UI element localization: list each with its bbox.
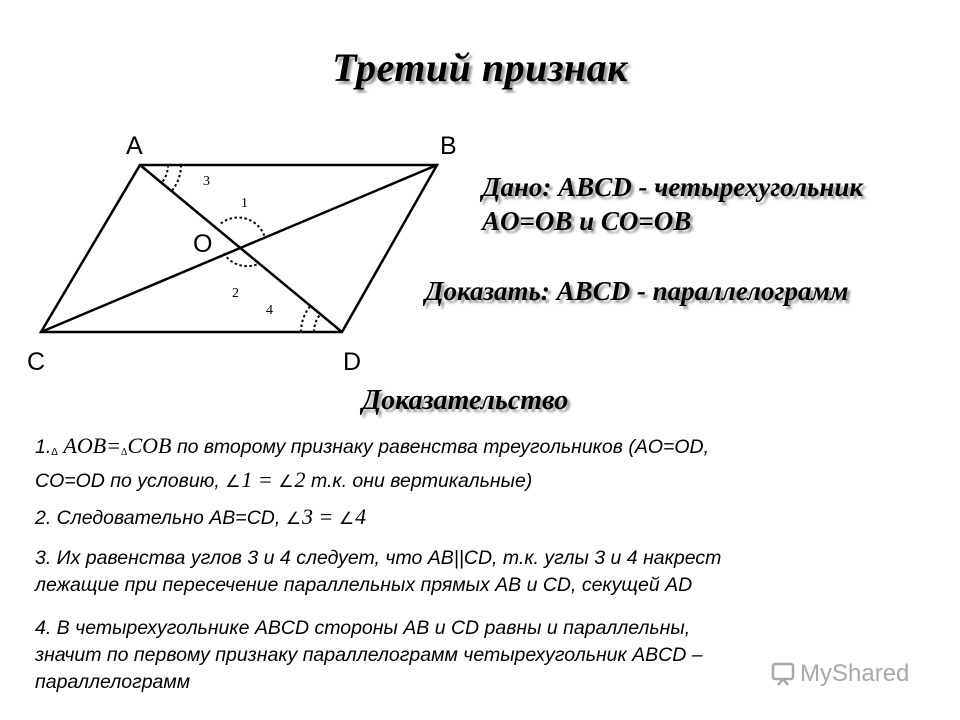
point-d-label: D: [343, 348, 362, 376]
step-2-angle-formula: [286, 504, 366, 529]
equals-sign: =: [252, 467, 279, 492]
proof-step-2: [35, 503, 925, 532]
angle-3-arc-inner: [172, 165, 181, 191]
step-1-text-a: по второму признаку равенства треугольников (AO=OD,: [176, 436, 710, 458]
proof-step-1: [35, 432, 925, 495]
triangle-symbol: Δ: [51, 447, 58, 458]
angle-4-label: 4: [266, 303, 273, 318]
prove-statement: Доказать: ABCD - параллелограмм: [425, 276, 849, 306]
angle-icon: ∠: [285, 509, 301, 528]
angle-3-arc-outer: [162, 165, 168, 183]
step-1-text-c: т.к. они вертикальные): [305, 470, 533, 492]
angle-1-ref: 1: [241, 467, 253, 492]
angle-icon: ∠: [278, 472, 294, 491]
angle-icon: ∠: [225, 472, 241, 491]
proof-title: Доказательство: [362, 385, 569, 416]
angle-3-label: 3: [203, 174, 210, 189]
given-line-1: Дано: ABCD - четырехугольник: [482, 172, 864, 202]
step-1-text-b: CO=OD по условию,: [35, 470, 226, 492]
watermark-text: MyShared: [800, 660, 910, 687]
angle-1-label: 1: [241, 196, 248, 211]
triangle-cob: COB: [127, 433, 172, 458]
given-block: [482, 170, 863, 238]
point-b-label: B: [440, 132, 457, 160]
equals-sign: =: [312, 504, 339, 529]
step-1-number: 1.: [35, 436, 52, 458]
angle-4-arc-inner: [301, 306, 310, 332]
step-4-line-1: 4. В четырехугольнике ABCD стороны AB и CD равны и параллельны,: [35, 617, 691, 639]
diagonal-cb: [41, 165, 437, 332]
step-2-text: 2. Следовательно AB=CD,: [35, 507, 286, 529]
step-4-line-3: параллелограмм: [35, 671, 191, 693]
angle-2-label: 2: [232, 286, 239, 301]
angle-3-ref: 3: [301, 504, 313, 529]
point-o-label: O: [193, 230, 213, 258]
point-a-label: A: [126, 132, 143, 160]
angle-2-arc: [224, 253, 258, 266]
point-c-label: C: [27, 348, 46, 376]
angle-4-ref: 4: [355, 504, 367, 529]
step-3-line-1: 3. Их равенства углов 3 и 4 следует, что AB||CD, т.к. углы 3 и 4 накрест: [35, 547, 722, 569]
step-1-formula: [63, 433, 177, 458]
equals-sign: =: [106, 433, 121, 458]
slide-title: Третий признак: [332, 45, 628, 90]
watermark: [770, 660, 909, 688]
presentation-icon: [770, 661, 796, 687]
step-4-line-2: значит по первому признаку параллелограмм четырехугольник ABCD –: [35, 644, 703, 666]
angle-icon: ∠: [338, 509, 355, 528]
step-1-angle-formula: [225, 467, 305, 492]
triangle-symbol: Δ: [121, 447, 128, 458]
angle-4-arc-outer: [314, 314, 320, 332]
angle-2-ref: 2: [294, 467, 306, 492]
step-3-line-2: лежащие при пересечение параллельных прямых AB и CD, секущей AD: [35, 574, 693, 596]
triangle-aob: AOB: [63, 433, 107, 458]
angle-1-arc: [220, 218, 264, 236]
proof-step-3: [35, 545, 925, 599]
given-line-2: AO=OB и CO=OB: [482, 206, 692, 236]
